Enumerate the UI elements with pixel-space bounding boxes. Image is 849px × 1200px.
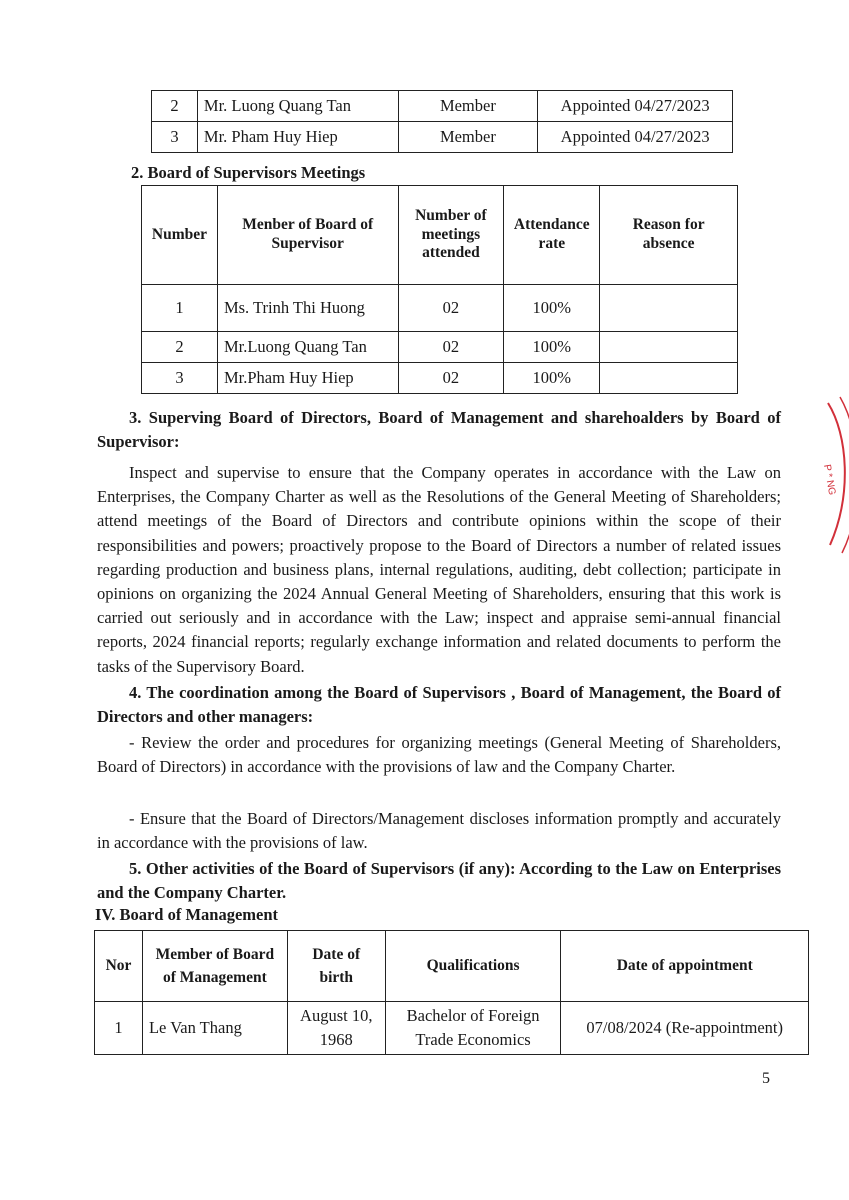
header-qualifications: Qualifications xyxy=(385,931,561,1002)
header-attendance: Attendance rate xyxy=(504,186,600,285)
cell-meetings: 02 xyxy=(398,332,504,363)
cell-dob: August 10, 1968 xyxy=(287,1002,385,1055)
header-member: Menber of Board of Supervisor xyxy=(217,186,398,285)
table-header-row xyxy=(142,186,738,285)
header-member: Member of Board of Management xyxy=(142,931,287,1002)
page-number: 5 xyxy=(762,1070,770,1087)
cell-qualifications: Bachelor of Foreign Trade Economics xyxy=(385,1002,561,1055)
cell-number: 3 xyxy=(142,363,218,394)
table-row xyxy=(142,285,738,332)
row-number: 3 xyxy=(152,122,198,153)
section5-heading: 5. Other activities of the Board of Supervisors (if any): According to the Law on Enterprises and the Company Charter. xyxy=(97,859,781,903)
header-number: Number xyxy=(142,186,218,285)
cell-nor: 1 xyxy=(95,1002,143,1055)
cell-reason xyxy=(600,285,738,332)
cell-number: 2 xyxy=(142,332,218,363)
section4-bullet-1: - Review the order and procedures for organizing meetings (General Meeting of Shareholders, Board of Directors) in accordance with the provisions of law and the Company Charter. xyxy=(97,733,781,777)
company-stamp xyxy=(810,395,849,555)
table-row xyxy=(152,91,733,122)
member-name: Mr. Luong Quang Tan xyxy=(197,91,398,122)
board-of-management-table xyxy=(94,930,809,1055)
table-header-row xyxy=(95,931,809,1002)
cell-appointment: 07/08/2024 (Re-appointment) xyxy=(561,1002,809,1055)
cell-number: 1 xyxy=(142,285,218,332)
table-row xyxy=(95,1002,809,1055)
member-position: Member xyxy=(398,122,538,153)
header-reason: Reason for absence xyxy=(600,186,738,285)
cell-reason xyxy=(600,332,738,363)
cell-rate: 100% xyxy=(504,285,600,332)
section3-heading: 3. Superving Board of Directors, Board of Management and sharehoalders by Board of Supervisor: xyxy=(97,408,781,452)
cell-reason xyxy=(600,363,738,394)
header-nor: Nor xyxy=(95,931,143,1002)
cell-rate: 100% xyxy=(504,332,600,363)
section2-heading: 2. Board of Supervisors Meetings xyxy=(131,163,366,182)
section4-heading: 4. The coordination among the Board of Supervisors , Board of Management, the Board of Directors and other managers: xyxy=(97,683,781,727)
cell-meetings: 02 xyxy=(398,285,504,332)
supervisors-members-table xyxy=(151,90,733,153)
row-number: 2 xyxy=(152,91,198,122)
table-row xyxy=(142,363,738,394)
cell-member: Ms. Trinh Thi Huong xyxy=(217,285,398,332)
section-iv-heading: IV. Board of Management xyxy=(95,905,279,924)
member-name: Mr. Pham Huy Hiep xyxy=(197,122,398,153)
cell-member: Mr.Pham Huy Hiep xyxy=(217,363,398,394)
appointment-status: Appointed 04/27/2023 xyxy=(538,91,733,122)
appointment-status: Appointed 04/27/2023 xyxy=(538,122,733,153)
supervisors-meetings-table xyxy=(141,185,738,394)
section3-body: Inspect and supervise to ensure that the Company operates in accordance with the Law on Enterprises, the Company Charter as well as the Resolutions of the General Meeting of Shareholders; attend meetings of the Board of Directors and contribute opinions within the scope of their responsibilities and powers; proactively propose to the Board of Directors a number of related issues regarding production and business plans, internal regulations, auditing, debt collection; participate in opinions on organizing the 2024 Annual General Meeting of Shareholders, ensuring that this work is carried out seriously and in accordance with the Law; inspect and appraise semi-annual financial reports, 2024 financial reports; regularly exchange information and related documents to perform the tasks of the Supervisory Board. xyxy=(97,463,781,676)
cell-rate: 100% xyxy=(504,363,600,394)
cell-member: Le Van Thang xyxy=(142,1002,287,1055)
header-meetings: Number of meetings attended xyxy=(398,186,504,285)
header-appointment: Date of appointment xyxy=(561,931,809,1002)
section4-bullet-2: - Ensure that the Board of Directors/Management discloses information promptly and accurately in accordance with the provisions of law. xyxy=(97,809,781,853)
table-row xyxy=(142,332,738,363)
header-dob: Date of birth xyxy=(287,931,385,1002)
cell-member: Mr.Luong Quang Tan xyxy=(217,332,398,363)
table-row xyxy=(152,122,733,153)
svg-text:P * NG: P * NG xyxy=(821,463,838,496)
member-position: Member xyxy=(398,91,538,122)
cell-meetings: 02 xyxy=(398,363,504,394)
